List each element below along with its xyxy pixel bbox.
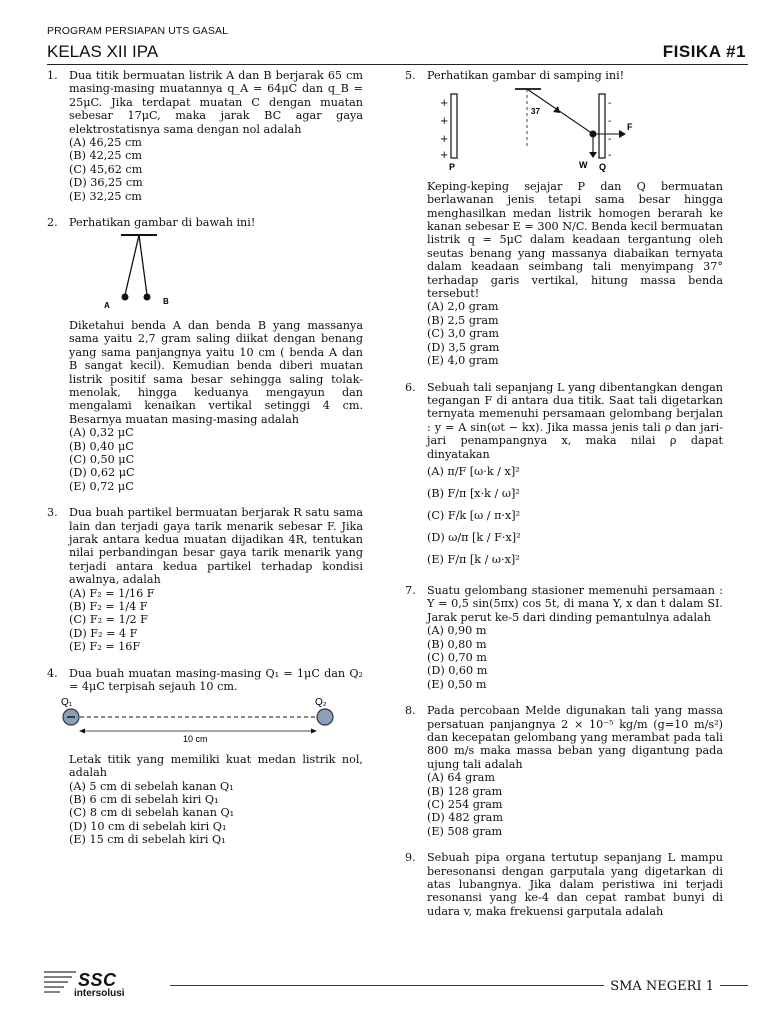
right-column bbox=[405, 69, 723, 931]
option-b: (B) 2,5 gram bbox=[427, 313, 499, 327]
question-9 bbox=[405, 851, 723, 918]
question-number: 8. bbox=[405, 704, 416, 718]
question-4 bbox=[47, 667, 363, 847]
option-b: (B) 128 gram bbox=[427, 784, 503, 798]
option-a: (A) π/F [ω·k / x]² bbox=[427, 464, 520, 478]
program-title: PROGRAM PERSIAPAN UTS GASAL bbox=[47, 25, 229, 37]
question-1 bbox=[47, 69, 363, 203]
option-d: (D) 36,25 cm bbox=[69, 176, 143, 190]
logo-subtext: intersolusi bbox=[74, 988, 125, 999]
option-list bbox=[69, 136, 363, 203]
question-number: 3. bbox=[47, 506, 58, 520]
angle-label: 37 bbox=[531, 107, 540, 117]
option-e: (E) 15 cm di sebelah kiri Q₁ bbox=[69, 833, 226, 847]
ball-b bbox=[144, 294, 151, 301]
option-a: (A) 64 gram bbox=[427, 771, 495, 785]
question-5 bbox=[405, 69, 723, 368]
option-b: (B) 42,25 cm bbox=[69, 149, 142, 163]
option-e: (E) 4,0 gram bbox=[427, 354, 499, 368]
option-b: (B) 0,40 μC bbox=[69, 439, 134, 453]
question-number: 5. bbox=[405, 69, 416, 82]
option-a: (A) 46,25 cm bbox=[69, 136, 142, 150]
option-a: (A) 2,0 gram bbox=[427, 300, 499, 314]
question-stem: Diketahui benda A dan benda B yang massanya sama yaitu 2,7 gram saling diikat dengan benang yang sama panjangnya yaitu 10 cm ( benda A dan B sangat kecil). Kemudian benda diberi muatan listrik positif sama besar sehingga saling tolak-menolak, hingga keduanya mengayun dan mengalami kenaikan vertikal setinggi 4 cm. Besarnya muatan masing-masing adalah bbox=[69, 318, 363, 426]
option-e: (E) F/π [k / ω·x]² bbox=[427, 552, 520, 566]
question-text: Letak titik yang memiliki kuat medan listrik nol, adalah bbox=[69, 752, 363, 780]
question-stem: Sebuah tali sepanjang L yang dibentangkan dengan tegangan F di antara dua titik. Saat tali digetarkan ternyata memenuhi persamaan gelombang berjalan : y = A sin(ωt − kx). Jika massa jenis tali ρ dan jari-jari penampangnya x, maka nilai ρ dapat dinyatakan bbox=[427, 380, 723, 461]
charge-q2 bbox=[317, 709, 333, 725]
question-6 bbox=[405, 381, 723, 571]
option-c: (C) 45,62 cm bbox=[69, 162, 143, 176]
option-e: (E) 0,50 m bbox=[427, 677, 487, 691]
option-c: (C) 254 gram bbox=[427, 798, 503, 812]
option-d: (D) 0,60 m bbox=[427, 664, 488, 678]
option-d: (D) 3,5 gram bbox=[427, 340, 500, 354]
weight-label: W bbox=[579, 160, 588, 171]
option-list bbox=[69, 780, 363, 847]
plus-sign: + bbox=[440, 150, 449, 162]
option-e: (E) F₂ = 16F bbox=[69, 640, 141, 654]
string-b bbox=[139, 235, 147, 295]
arrow-head-left bbox=[79, 729, 85, 734]
option-d: (D) 0,62 μC bbox=[69, 466, 135, 480]
plus-sign: + bbox=[440, 134, 449, 146]
question-3 bbox=[47, 506, 363, 653]
question-number: 1. bbox=[47, 69, 58, 82]
option-a: (A) 5 cm di sebelah kanan Q₁ bbox=[69, 779, 234, 793]
question-number: 6. bbox=[405, 380, 416, 394]
class-title: KELAS XII IPA bbox=[47, 42, 159, 61]
plus-sign: + bbox=[440, 98, 449, 110]
option-d: (D) F₂ = 4 F bbox=[69, 626, 138, 640]
question-stem: Dua titik bermuatan listrik A dan B berjarak 65 cm masing-masing muatannya q_A = 64μC dan q_B = 25μC. Jika terdapat muatan C dengan muatan sebesar 17μC, maka jarak BC agar gaya elektrostatisnya sama dengan nol adalah bbox=[69, 69, 363, 136]
question-8 bbox=[405, 704, 723, 838]
option-c: (C) 0,50 μC bbox=[69, 452, 135, 466]
string-a bbox=[125, 235, 139, 295]
minus-sign: - bbox=[608, 134, 612, 146]
option-a: (A) 0,32 μC bbox=[69, 426, 134, 440]
option-list bbox=[427, 624, 723, 691]
option-list bbox=[427, 461, 723, 571]
option-c: (C) 8 cm di sebelah kanan Q₁ bbox=[69, 806, 235, 820]
option-list bbox=[69, 426, 363, 493]
plate-p-label: P bbox=[449, 162, 456, 173]
arrow-head-right bbox=[311, 729, 317, 734]
distance-label: 10 cm bbox=[183, 734, 208, 745]
option-d: (D) ω/π [k / F·x]² bbox=[427, 530, 521, 544]
option-a: (A) 0,90 m bbox=[427, 624, 487, 638]
option-d: (D) 482 gram bbox=[427, 811, 503, 825]
question-2 bbox=[47, 216, 363, 493]
plates-figure bbox=[427, 84, 723, 175]
option-b: (B) 0,80 m bbox=[427, 637, 487, 651]
option-list bbox=[69, 587, 363, 654]
weight-arrow-head bbox=[589, 152, 597, 158]
option-list bbox=[427, 300, 723, 367]
question-number: 9. bbox=[405, 851, 416, 865]
question-number: 7. bbox=[405, 583, 416, 597]
question-stem: Dua buah partikel bermuatan berjarak R satu sama lain dan terjadi gaya tarik menarik sebesar F. Jika jarak antara kedua muatan dijadikan 4R, tentukan nilai perbandingan besar gaya tarik menarik yang terjadi antara kedua partikel terhadap kondisi awalnya, adalah bbox=[69, 506, 363, 587]
plus-sign: + bbox=[440, 116, 449, 128]
option-d: (D) 10 cm di sebelah kiri Q₁ bbox=[69, 819, 227, 833]
logo-text: SSC bbox=[78, 970, 117, 990]
question-stem: Sebuah pipa organa tertutup sepanjang L mampu beresonansi dengan garputala yang digetarkan di atas lubangnya. Jika dalam peristiwa ini terjadi resonansi yang ke-4 dan cepat rambat bunyi di udara v, maka frekuensi garputala adalah bbox=[427, 851, 723, 918]
label-q2: Q₂ bbox=[315, 697, 327, 709]
question-number: 2. bbox=[47, 216, 58, 230]
option-a: (A) F₂ = 1/16 F bbox=[69, 586, 155, 600]
option-e: (E) 0,72 μC bbox=[69, 479, 134, 493]
plates-diagram bbox=[427, 84, 637, 172]
minus-sign: - bbox=[608, 116, 612, 128]
question-stem: Pada percobaan Melde digunakan tali yang massa persatuan panjangnya 2 × 10⁻⁵ kg/m (g=10 m/s²) dan kecepatan gelombang yang merambat pada tali 800 m/s maka massa beban yang digantung pada ujung tali adalah bbox=[427, 704, 723, 771]
question-stem: Suatu gelombang stasioner memenuhi persamaan : Y = 0,5 sin(5πx) cos 5t, di mana Y, x dan t dalam SI. Jarak perut ke-5 dari dinding pemantulnya adalah bbox=[427, 583, 723, 624]
question-intro: Perhatikan gambar di bawah ini! bbox=[69, 216, 256, 230]
option-b: (B) F₂ = 1/4 F bbox=[69, 600, 148, 613]
question-stem: Keping-keping sejajar P dan Q bermuatan berlawanan jenis tetapi sama besar hingga menghasilkan medan listrik homogen berarah ke kanan sebesar E = 300 N/C. Benda kecil bermuatan listrik q = 5μC dalam keadaan tergantung oleh seutas benang yang massanya diabaikan ternyata dalam keadaan seimbang tali menyimpang 37° terhadap garis vertikal, hitung massa benda tersebut! bbox=[427, 179, 723, 301]
subject-title: FISIKA #1 bbox=[662, 42, 746, 61]
school-name: SMA NEGERI 1 bbox=[604, 979, 720, 994]
option-c: (C) 0,70 m bbox=[427, 650, 487, 664]
left-column bbox=[47, 69, 363, 860]
option-e: (E) 508 gram bbox=[427, 824, 503, 838]
question-stem: Dua buah muatan masing-masing Q₁ = 1μC dan Q₂ = 4μC terpisah sejauh 10 cm. bbox=[69, 666, 363, 694]
ball-a bbox=[122, 294, 129, 301]
label-q1: Q₁ bbox=[61, 697, 73, 709]
option-b: (B) F/π [x·k / ω]² bbox=[427, 486, 520, 500]
charges-figure bbox=[61, 695, 363, 748]
plate-q bbox=[599, 94, 605, 158]
force-arrow-head bbox=[619, 130, 626, 138]
label-a: A bbox=[104, 301, 110, 311]
option-e: (E) 32,25 cm bbox=[69, 189, 142, 203]
label-b: B bbox=[163, 297, 169, 307]
question-intro: Perhatikan gambar di samping ini! bbox=[427, 69, 625, 82]
plate-p bbox=[451, 94, 457, 158]
option-c: (C) F/k [ω / π·x]² bbox=[427, 508, 521, 522]
minus-sign: - bbox=[608, 98, 612, 110]
minus-sign: - bbox=[608, 150, 612, 162]
pendulum-diagram bbox=[69, 231, 179, 311]
option-c: (C) F₂ = 1/2 F bbox=[69, 613, 148, 627]
option-c: (C) 3,0 gram bbox=[427, 327, 499, 341]
force-label: F bbox=[627, 122, 633, 133]
pendulum-figure bbox=[69, 231, 363, 314]
question-7 bbox=[405, 584, 723, 691]
option-list bbox=[427, 771, 723, 838]
charges-diagram bbox=[57, 695, 347, 745]
option-b: (B) 6 cm di sebelah kiri Q₁ bbox=[69, 793, 219, 807]
plate-q-label: Q bbox=[599, 162, 607, 173]
header-divider bbox=[47, 64, 748, 65]
question-number: 4. bbox=[47, 666, 58, 680]
